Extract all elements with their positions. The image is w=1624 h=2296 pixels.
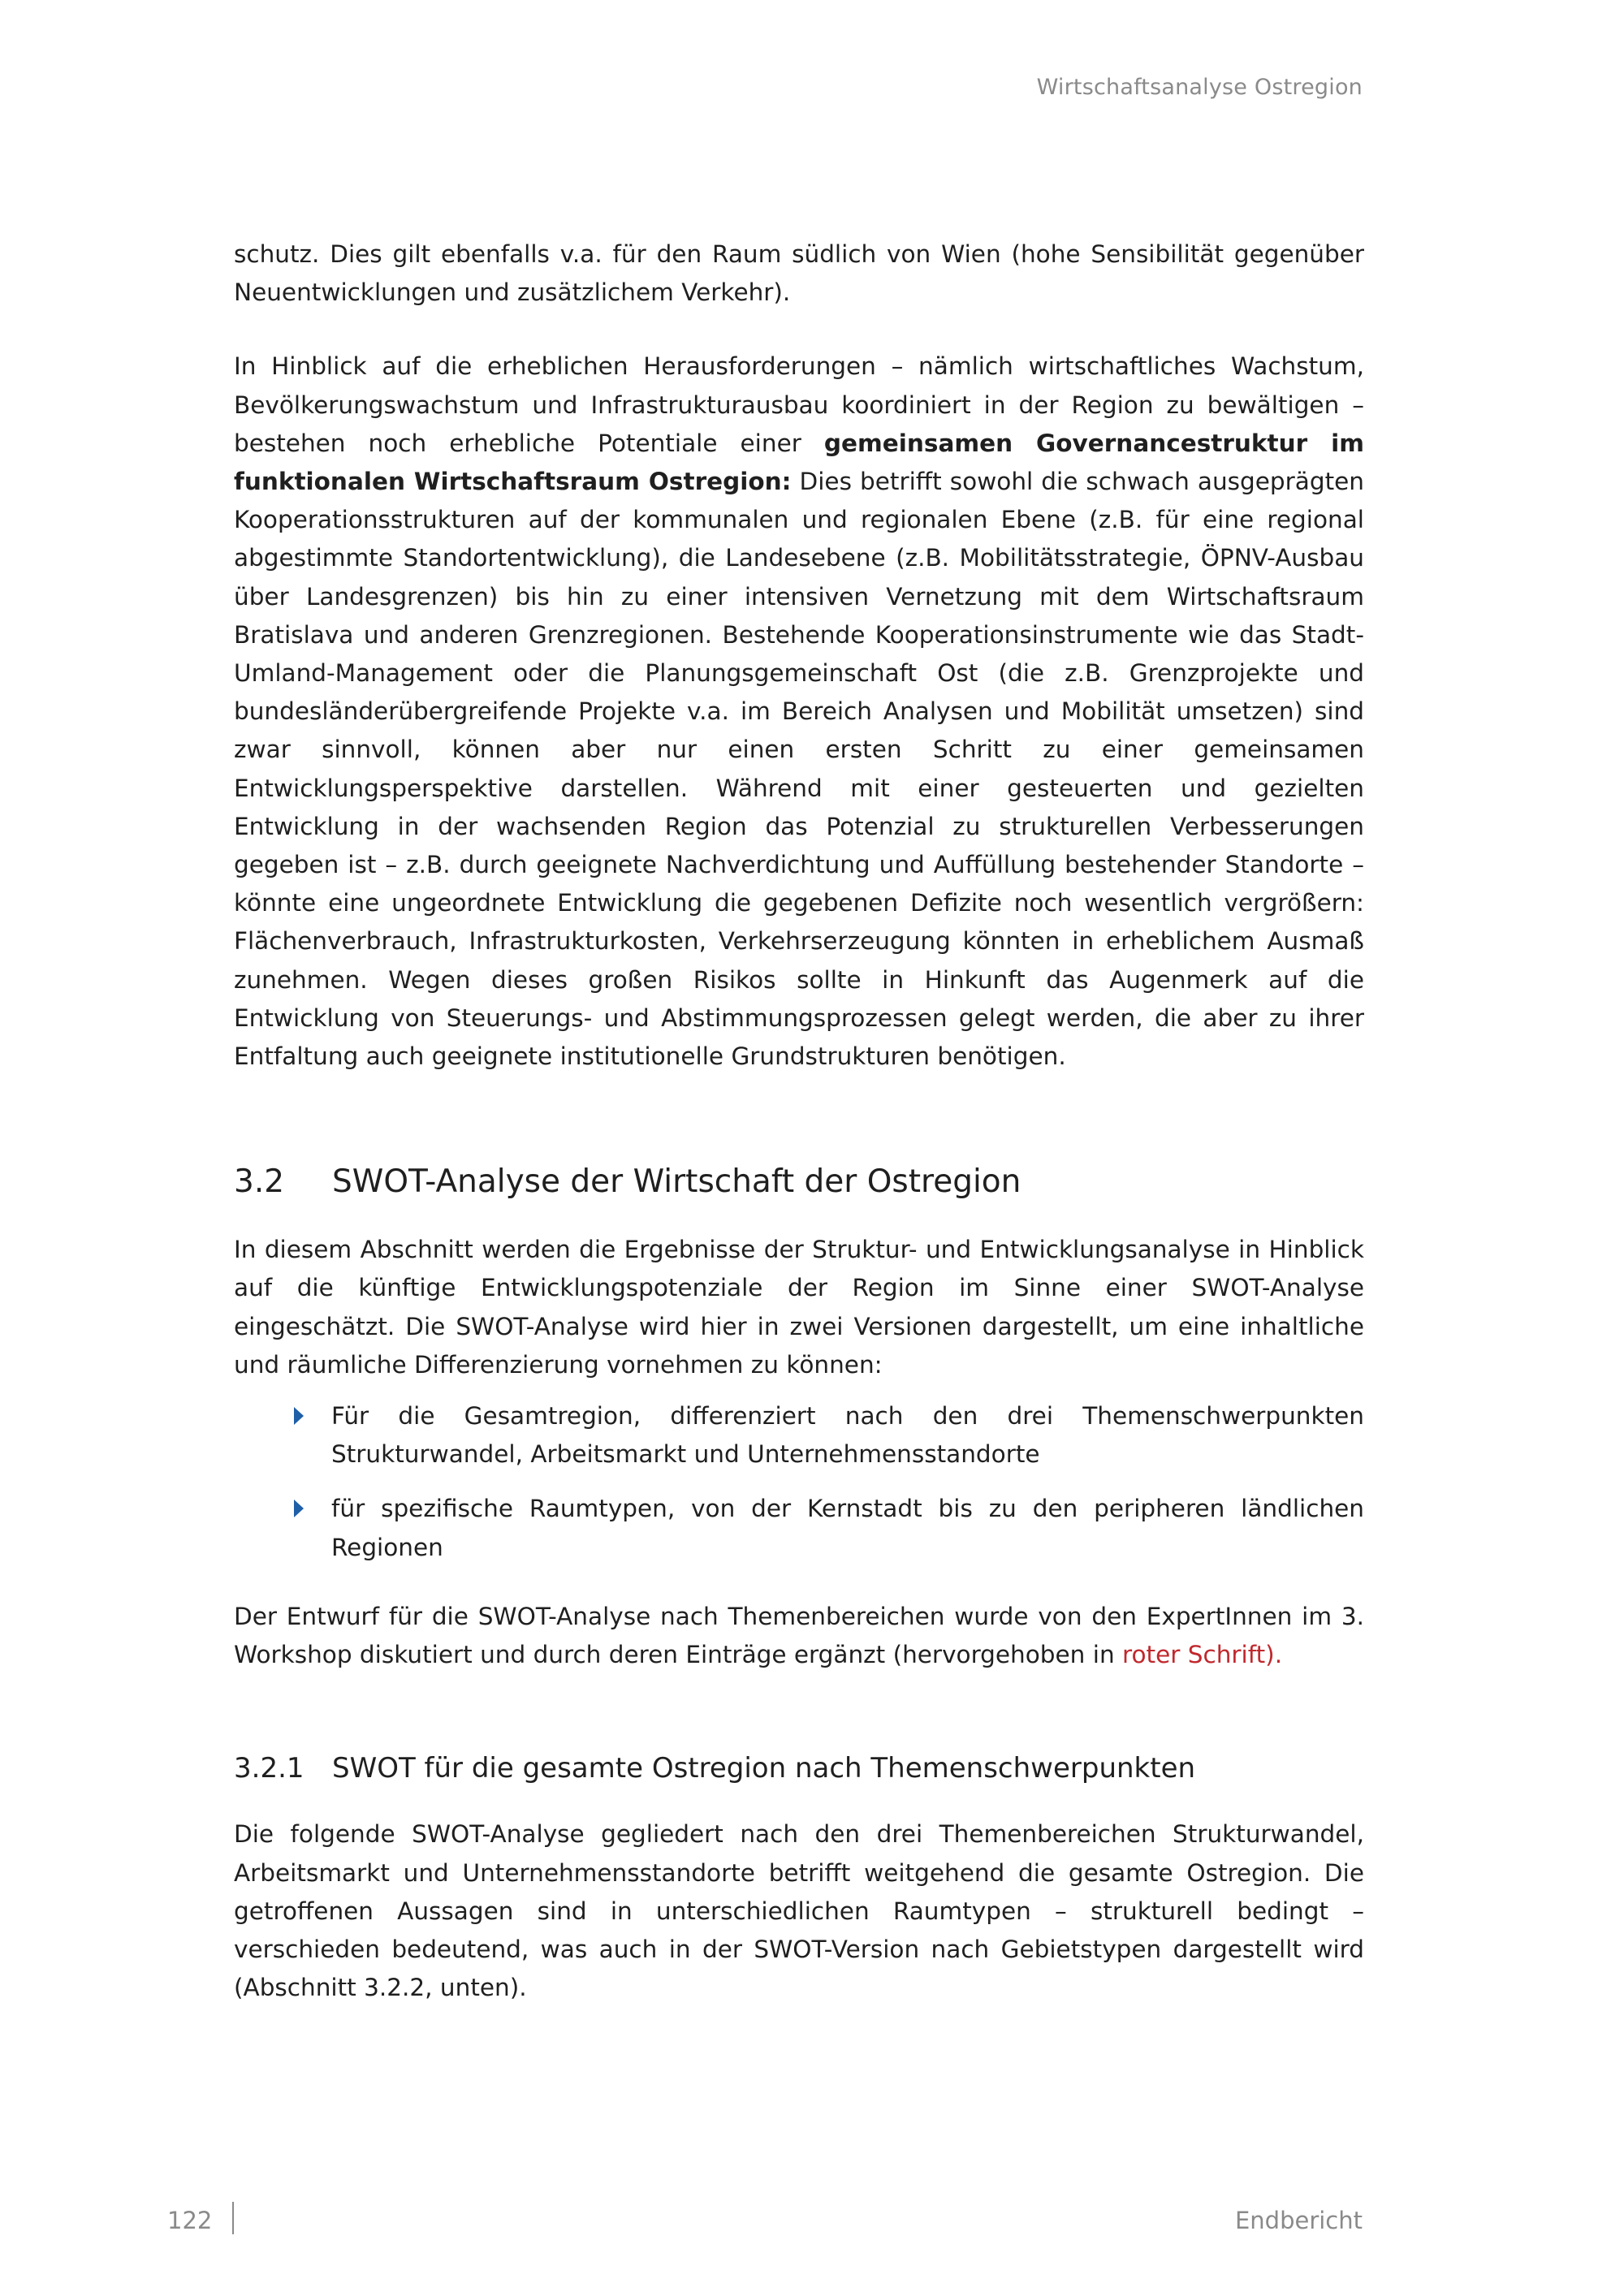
paragraph-governance-bold: gemeinsamen Governancestruktur im funktionalen Wirtschaftsraum Ostregion: [234, 429, 1364, 496]
workshop-paragraph [234, 1598, 1364, 1674]
subsection-title: SWOT für die gesamte Ostregion nach Themenschwerpunkten [332, 1752, 1196, 1785]
list-item [234, 1490, 1364, 1566]
subsection-text: Die folgende SWOT-Analyse gegliedert nach den drei Themenbereichen Strukturwandel, Arbeitsmarkt und Unternehmensstandorte betrifft weitgehend die gesamte Ostregion. Die getroffenen Aussagen sind in unterschiedlichen Raumtypen – strukturell bedingt – verschieden bedeutend, was auch in der SWOT-Version nach Gebietstypen dargestellt wird (Abschnitt 3.2.2, unten). [234, 1820, 1364, 2002]
workshop-red-text: roter Schrift). [1122, 1641, 1283, 1669]
page-number: 122 [167, 2207, 213, 2234]
list-item-text: Für die Gesamtregion, differenziert nach den drei Themenschwerpunkten Strukturwandel, Arbeitsmarkt und Unternehmensstandorte [331, 1402, 1364, 1469]
section-heading-3-2-1 [234, 1752, 1364, 1785]
document-type: Endbericht [1234, 2207, 1363, 2234]
page-content [234, 235, 1364, 2007]
workshop-text: Der Entwurf für die SWOT-Analyse nach Themenbereichen wurde von den ExpertInnen im 3. Workshop diskutiert und durch deren Einträge ergänzt (hervorgehoben in [234, 1602, 1364, 1669]
subsection-number: 3.2.1 [234, 1752, 304, 1785]
section-intro: In diesem Abschnitt werden die Ergebnisse der Struktur- und Entwicklungsanalyse in Hinblick auf die künftige Entwicklungspotenziale der Region im Sinne einer SWOT-Analyse eingeschätzt. Die SWOT-Analyse wird hier in zwei Versionen dargestellt, um eine inhaltliche und räumliche Differenzierung vornehmen zu können: [234, 1236, 1364, 1379]
triangle-bullet-icon [294, 1500, 304, 1517]
paragraph-continuation: schutz. Dies gilt ebenfalls v.a. für den Raum südlich von Wien (hohe Sensibilität gegenüber Neuentwicklungen und zusätzlichem Verkehr). [234, 240, 1364, 307]
section-heading-3-2 [234, 1163, 1364, 1200]
section-title: SWOT-Analyse der Wirtschaft der Ostregion [332, 1163, 1021, 1201]
list-item [234, 1397, 1364, 1474]
paragraph-governance-start: In Hinblick auf die erheblichen Herausforderungen – nämlich wirtschaftliches Wachstum, Bevölkerungswachstum und Infrastrukturausbau koordiniert in der Region zu bewältigen – bestehen noch erhebliche Potentiale einer [234, 352, 1364, 457]
paragraph-governance-end: Dies betrifft sowohl die schwach ausgeprägten Kooperationsstrukturen auf der kommunalen und regionalen Ebene (z.B. für eine regional abgestimmte Standortentwicklung), die Landesebene (z.B. Mobilitätsstrategie, ÖPNV-Ausbau über Landesgrenzen) bis hin zu einer intensiven Vernetzung mit dem Wirtschaftsraum Bratislava und anderen Grenzregionen. Bestehende Kooperationsinstrumente wie das Stadt-Umland-Management oder die Planungsgemeinschaft Ost (die z.B. Grenzprojekte und bundesländerübergreifende Projekte v.a. im Bereich Analysen und Mobilität umsetzen) sind zwar sinnvoll, können aber nur einen ersten Schritt zu einer gemeinsamen Entwicklungsperspektive darstellen. Während mit einer gesteuerten und gezielten Entwicklung in der wachsenden Region das Potenzial zu strukturellen Verbesserungen gegeben ist – z.B. durch geeignete Nachverdichtung und Auffüllung bestehender Standorte – könnte eine ungeordnete Entwicklung die gegebenen Defizite noch wesentlich vergrößern: Flächenverbrauch, Infrastrukturkosten, Verkehrserzeugung könnten in erheblichem Ausmaß zunehmen. Wegen dieses großen Risikos sollte in Hinkunft das Augenmerk auf die Entwicklung von Steuerungs- und Abstimmungsprozessen gelegt werden, die aber zu ihrer Entfaltung auch geeignete institutionelle Grundstrukturen benötigen. [234, 468, 1365, 1071]
footer-divider [232, 2202, 234, 2234]
running-header: Wirtschaftsanalyse Ostregion [1036, 75, 1363, 100]
bullet-list [234, 1397, 1364, 1567]
paragraph-governance [234, 347, 1364, 1076]
section-number: 3.2 [234, 1163, 285, 1201]
triangle-bullet-icon [294, 1407, 304, 1425]
list-item-text: für spezifische Raumtypen, von der Kernstadt bis zu den peripheren ländlichen Regionen [331, 1495, 1364, 1561]
